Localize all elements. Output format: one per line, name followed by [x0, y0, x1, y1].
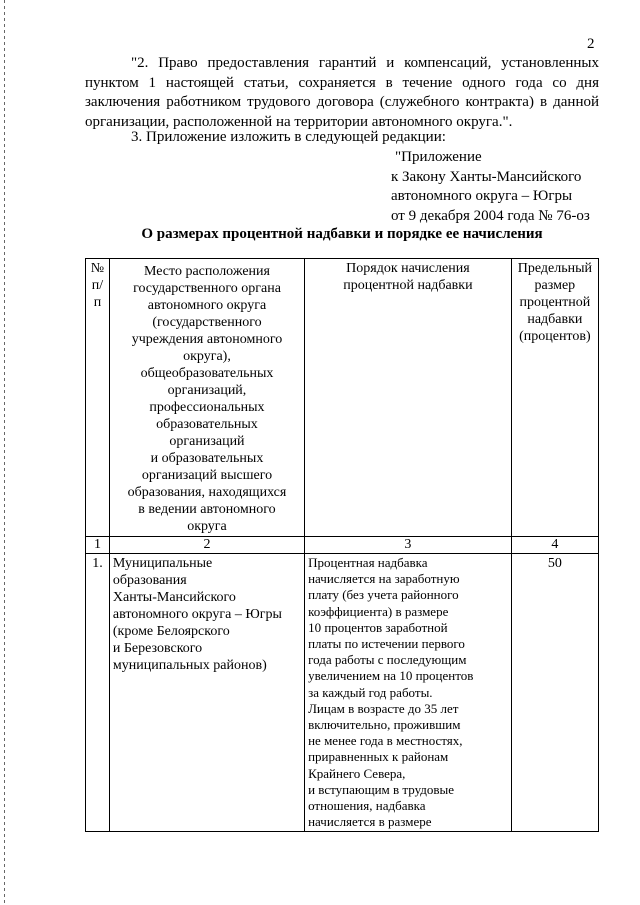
allowance-table: [85, 258, 599, 832]
header-procedure: Порядок начисления процентной надбавки: [305, 259, 512, 537]
row-location: Муниципальные образования Ханты-Мансийского автономного округа – Югры (кроме Белоярского и Березовского муниципальных районов): [109, 554, 304, 832]
scan-edge-line: [4, 0, 5, 905]
header-location: Место расположения государственного органа автономного округа (государственного учреждения автономного округа), общеобразовательных организаций, профессиональных образовательных организаций и образовательных организаций высшего образования, находящихся в ведении автономного округа: [109, 259, 304, 537]
section-heading: О размерах процентной надбавки и порядке ее начисления: [141, 226, 543, 242]
appendix-line-1: "Приложение: [395, 149, 482, 165]
paragraph-appendix-intro: 3. Приложение изложить в следующей редакции:: [131, 129, 446, 145]
table-header-row: [86, 259, 599, 537]
appendix-reference: [391, 148, 621, 226]
appendix-line-3: автономного округа – Югры: [391, 188, 573, 204]
column-number: 1: [86, 537, 110, 554]
paragraph-guarantees: "2. Право предоставления гарантий и компенсаций, установленных пунктом 1 настоящей статьи, сохраняется в течение одного года со дня заключения работником трудового договора (служебного контракта) в данной организации, расположенной на территории автономного округа.".: [85, 55, 599, 130]
header-number: № п/п: [86, 259, 110, 537]
column-number-row: [86, 537, 599, 554]
appendix-line-2: к Закону Ханты-Мансийского: [391, 168, 582, 185]
appendix-line-4: от 9 декабря 2004 года № 76-оз: [391, 207, 590, 224]
header-max-percent: Предельный размер процентной надбавки (процентов): [511, 259, 598, 537]
column-number: 2: [109, 537, 304, 554]
row-number: 1.: [86, 554, 110, 832]
row-procedure: Процентная надбавка начисляется на заработную плату (без учета районного коэффициента) в размере 10 процентов заработной платы по истечении первого года работы с последующим увеличением на 10 процентов за каждый год работы. Лицам в возрасте до 35 лет включительно, прожившим не менее года в местностях, приравненных к районам Крайнего Севера, и вступающим в трудовые отношения, надбавка начисляется в размере: [305, 554, 512, 832]
page-number: 2: [587, 36, 595, 52]
column-number: 4: [511, 537, 598, 554]
column-number: 3: [305, 537, 512, 554]
table-row: [86, 554, 599, 832]
row-max-percent: 50: [511, 554, 598, 832]
